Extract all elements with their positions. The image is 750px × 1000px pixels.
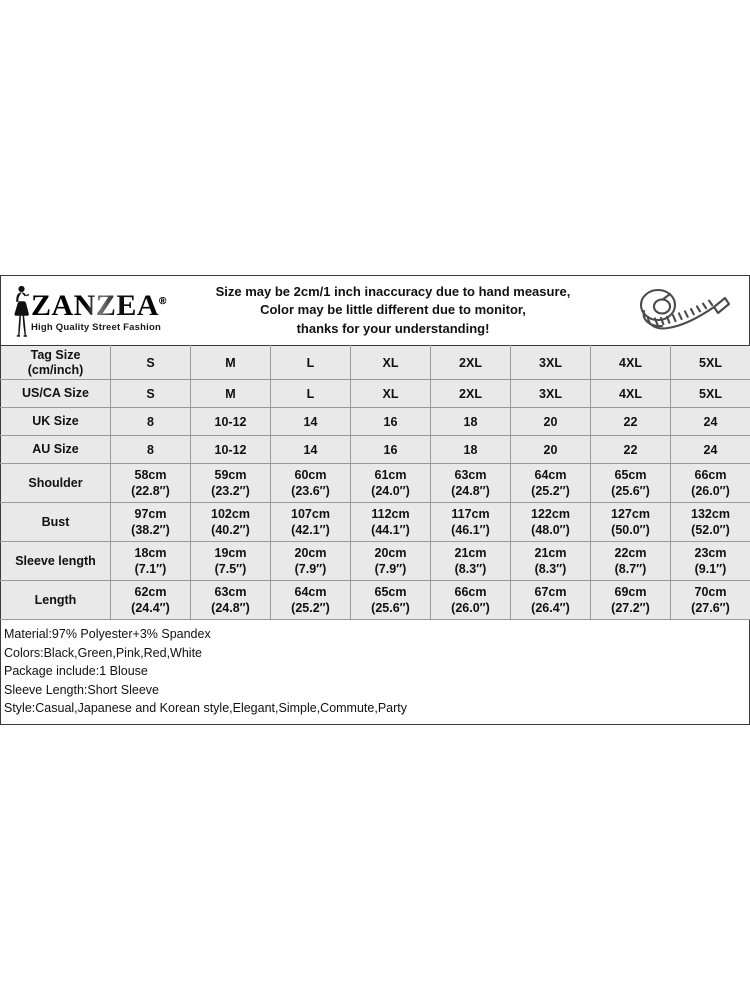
cell: 4XL bbox=[591, 346, 671, 380]
cell: 66cm (26.0″) bbox=[431, 581, 511, 620]
cell: 64cm (25.2″) bbox=[511, 464, 591, 503]
chart-header bbox=[0, 275, 750, 345]
cell: 127cm (50.0″) bbox=[591, 503, 671, 542]
row-label-au-size: AU Size bbox=[1, 436, 111, 464]
row-label-sleeve-length: Sleeve length bbox=[1, 542, 111, 581]
table-row bbox=[1, 408, 750, 436]
table-row bbox=[1, 581, 750, 620]
cell: 3XL bbox=[511, 346, 591, 380]
cell: 20 bbox=[511, 408, 591, 436]
cell: 8 bbox=[111, 436, 191, 464]
cell: 19cm (7.5″) bbox=[191, 542, 271, 581]
table-row bbox=[1, 503, 750, 542]
cell: 23cm (9.1″) bbox=[671, 542, 750, 581]
cell: 132cm (52.0″) bbox=[671, 503, 750, 542]
cell: 97cm (38.2″) bbox=[111, 503, 191, 542]
cell: 112cm (44.1″) bbox=[351, 503, 431, 542]
brand-name: ZANZEA® bbox=[31, 288, 167, 322]
cell: 18cm (7.1″) bbox=[111, 542, 191, 581]
cell: 70cm (27.6″) bbox=[671, 581, 750, 620]
cell: 63cm (24.8″) bbox=[431, 464, 511, 503]
cell: 117cm (46.1″) bbox=[431, 503, 511, 542]
woman-silhouette-icon bbox=[9, 284, 33, 338]
detail-package: Package include:1 Blouse bbox=[4, 664, 148, 679]
brand-logo bbox=[9, 284, 167, 338]
tag-size-label-line2: (cm/inch) bbox=[27, 362, 84, 377]
cell: 62cm (24.4″) bbox=[111, 581, 191, 620]
cell: 20cm (7.9″) bbox=[271, 542, 351, 581]
detail-material: Material:97% Polyester+3% Spandex bbox=[4, 627, 211, 641]
detail-colors: Colors:Black,Green,Pink,Red,White bbox=[4, 645, 202, 660]
cell: 18 bbox=[431, 436, 511, 464]
table-row bbox=[1, 464, 750, 503]
cell: 107cm (42.1″) bbox=[271, 503, 351, 542]
cell: 10-12 bbox=[191, 436, 271, 464]
table-row bbox=[1, 380, 750, 408]
registered-mark-icon: ® bbox=[159, 295, 167, 307]
table-row bbox=[1, 436, 750, 464]
cell: 16 bbox=[351, 408, 431, 436]
cell: 14 bbox=[271, 436, 351, 464]
cell: 5XL bbox=[671, 346, 750, 380]
cell: 4XL bbox=[591, 380, 671, 408]
cell: XL bbox=[351, 346, 431, 380]
cell: 65cm (25.6″) bbox=[351, 581, 431, 620]
notice-line-3: thanks for your understanding! bbox=[296, 320, 490, 336]
cell: XL bbox=[351, 380, 431, 408]
cell: M bbox=[191, 346, 271, 380]
cell: 61cm (24.0″) bbox=[351, 464, 431, 503]
table-row bbox=[1, 542, 750, 581]
cell: 2XL bbox=[431, 346, 511, 380]
row-label-shoulder: Shoulder bbox=[1, 464, 111, 503]
cell: L bbox=[271, 380, 351, 408]
cell: 18 bbox=[431, 408, 511, 436]
row-label-uk-size: UK Size bbox=[1, 408, 111, 436]
row-label-tag-size bbox=[1, 346, 111, 380]
cell: 5XL bbox=[671, 380, 750, 408]
cell: 24 bbox=[671, 436, 750, 464]
table-row bbox=[1, 346, 750, 380]
measurement-notice bbox=[159, 283, 623, 339]
cell: 20cm (7.9″) bbox=[351, 542, 431, 581]
cell: 21cm (8.3″) bbox=[431, 542, 511, 581]
cell: 20 bbox=[511, 436, 591, 464]
row-label-us-ca-size: US/CA Size bbox=[1, 380, 111, 408]
cell: S bbox=[111, 380, 191, 408]
cell: 60cm (23.6″) bbox=[271, 464, 351, 503]
cell: 21cm (8.3″) bbox=[511, 542, 591, 581]
cell: 3XL bbox=[511, 380, 591, 408]
cell: 59cm (23.2″) bbox=[191, 464, 271, 503]
cell: 63cm (24.8″) bbox=[191, 581, 271, 620]
size-table bbox=[0, 345, 750, 620]
cell: 58cm (22.8″) bbox=[111, 464, 191, 503]
notice-line-2: Color may be little different due to monitor, bbox=[260, 302, 526, 318]
cell: 22 bbox=[591, 408, 671, 436]
cell: 2XL bbox=[431, 380, 511, 408]
cell: 10-12 bbox=[191, 408, 271, 436]
product-details bbox=[0, 620, 750, 725]
row-label-bust: Bust bbox=[1, 503, 111, 542]
cell: M bbox=[191, 380, 271, 408]
cell: 122cm (48.0″) bbox=[511, 503, 591, 542]
cell: 8 bbox=[111, 408, 191, 436]
cell: 22cm (8.7″) bbox=[591, 542, 671, 581]
detail-sleeve-length: Sleeve Length:Short Sleeve bbox=[4, 682, 159, 697]
size-chart bbox=[0, 275, 750, 725]
cell: S bbox=[111, 346, 191, 380]
cell: 69cm (27.2″) bbox=[591, 581, 671, 620]
measuring-tape-icon bbox=[623, 285, 743, 337]
cell: 66cm (26.0″) bbox=[671, 464, 750, 503]
cell: 14 bbox=[271, 408, 351, 436]
cell: 16 bbox=[351, 436, 431, 464]
notice-line-1: Size may be 2cm/1 inch inaccuracy due to hand measure, bbox=[215, 283, 571, 299]
cell: 22 bbox=[591, 436, 671, 464]
cell: 67cm (26.4″) bbox=[511, 581, 591, 620]
row-label-length: Length bbox=[1, 581, 111, 620]
tag-size-label-line1: Tag Size bbox=[30, 347, 81, 362]
cell: 102cm (40.2″) bbox=[191, 503, 271, 542]
detail-style: Style:Casual,Japanese and Korean style,Elegant,Simple,Commute,Party bbox=[4, 701, 407, 716]
brand-tagline: High Quality Street Fashion bbox=[31, 321, 161, 333]
cell: 65cm (25.6″) bbox=[591, 464, 671, 503]
cell: 24 bbox=[671, 408, 750, 436]
cell: 64cm (25.2″) bbox=[271, 581, 351, 620]
cell: L bbox=[271, 346, 351, 380]
